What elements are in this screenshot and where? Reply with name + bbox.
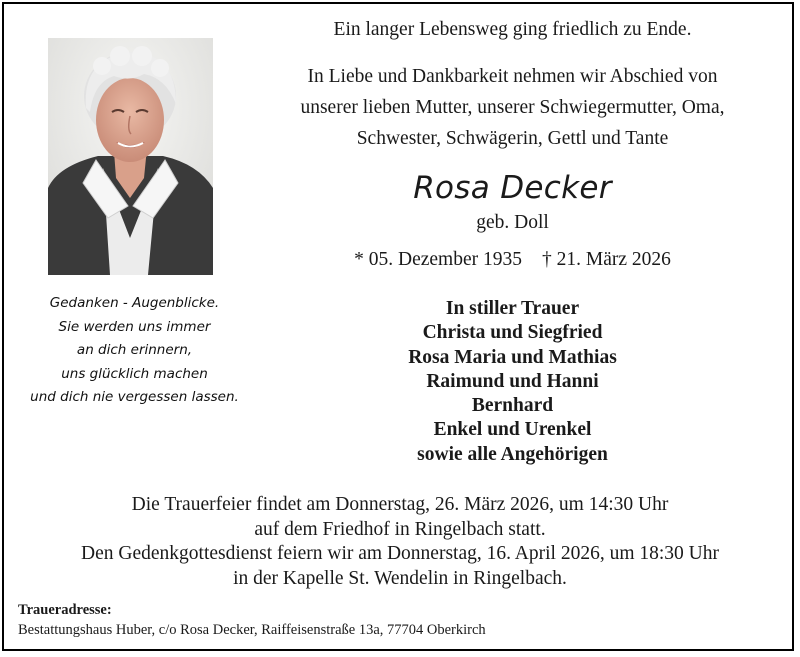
mourner-line: Rosa Maria und Mathias bbox=[408, 346, 617, 368]
deceased-name: Rosa Decker bbox=[413, 170, 612, 206]
service-info bbox=[10, 493, 790, 591]
mourner-line: Enkel und Urenkel bbox=[433, 419, 592, 441]
service-line: Den Gedenkgottesdienst feiern wir am Donnerstag, 16. April 2026, um 18:30 Uhr bbox=[81, 543, 719, 564]
death-date: † 21. März 2026 bbox=[541, 249, 671, 270]
intro-text bbox=[255, 14, 770, 154]
service-line: auf dem Friedhof in Ringelbach statt. bbox=[254, 518, 546, 540]
intro-line: In Liebe und Dankbarkeit nehmen wir Abschied von bbox=[307, 66, 718, 87]
poem-line: und dich nie vergessen lassen. bbox=[30, 389, 239, 405]
address-label: Traueradresse: bbox=[18, 602, 112, 618]
service-line: in der Kapelle St. Wendelin in Ringelbach. bbox=[233, 567, 567, 589]
intro-line: Schwester, Schwägerin, Gettl und Tante bbox=[356, 128, 669, 149]
intro-line: Ein langer Lebensweg ging friedlich zu Ende. bbox=[333, 19, 692, 40]
mourning-address: Bestattungshaus Huber, c/o Rosa Decker, Raiffeisenstraße 13a, 77704 Oberkirch bbox=[18, 622, 486, 638]
mourner-line: In stiller Trauer bbox=[445, 298, 580, 319]
life-dates bbox=[255, 245, 770, 275]
poem-line: an dich erinnern, bbox=[76, 342, 193, 358]
portrait-photo bbox=[48, 38, 213, 275]
mourner-line: Raimund und Hanni bbox=[426, 370, 599, 392]
mourner-line: Bernhard bbox=[471, 395, 554, 417]
poem-line: uns glücklich machen bbox=[61, 365, 208, 382]
birth-date: * 05. Dezember 1935 bbox=[354, 249, 522, 270]
intro-line: unserer lieben Mutter, unserer Schwiegermutter, Oma, bbox=[300, 97, 725, 118]
service-line: Die Trauerfeier findet am Donnerstag, 26. März 2026, um 14:30 Uhr bbox=[131, 494, 669, 515]
mourner-line: sowie alle Angehörigen bbox=[417, 443, 608, 465]
poem-line: Gedanken - Augenblicke. bbox=[49, 295, 220, 311]
mourners-list bbox=[255, 297, 770, 467]
mourner-line: Christa und Siegfried bbox=[422, 322, 603, 344]
maiden-name: geb. Doll bbox=[476, 212, 549, 233]
poem-line: Sie werden uns immer bbox=[58, 318, 211, 335]
poem bbox=[12, 292, 257, 410]
